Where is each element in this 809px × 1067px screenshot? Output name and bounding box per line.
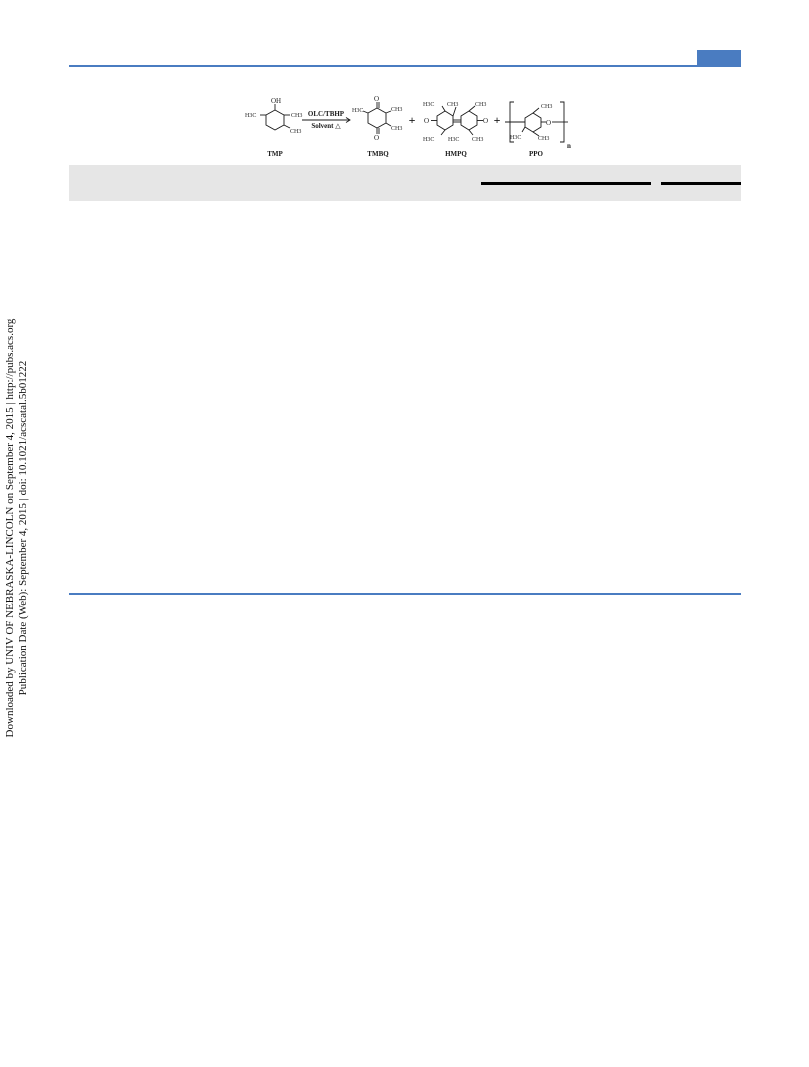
ppo-ring	[525, 113, 541, 132]
table-bottom-rule	[69, 593, 741, 595]
tmp-ch3-label-b: CH3	[290, 129, 302, 135]
hmpq-ch3-label-top-b: CH3	[475, 102, 487, 108]
hmpq-h3c-label-bottom-a: H3C	[423, 137, 435, 143]
tmbq-o-bottom-label: O	[374, 134, 380, 142]
download-notice	[4, 313, 30, 743]
ppo-repeat-index: n	[567, 142, 571, 150]
tmp-ch3-label-a: CH3	[291, 113, 303, 119]
plus-sign-2: +	[493, 113, 501, 127]
hmpq-h3c-label-top: H3C	[423, 102, 435, 108]
hmpq-h3c-label-bottom-b: H3C	[448, 137, 460, 143]
hmpq-o-left-label: O	[424, 117, 430, 125]
hmpq-o-right-label: O	[483, 117, 489, 125]
tmbq-h3c-label: H3C	[352, 108, 364, 114]
compound-label-tmbq: TMBQ	[367, 150, 389, 158]
arrow-condition-top: OLC/TBHP	[307, 110, 345, 118]
ppo-ch3-label-bottom: CH3	[538, 136, 550, 142]
compound-label-tmp: TMP	[267, 150, 283, 158]
hmpq-ch3-label-bottom: CH3	[472, 137, 484, 143]
compound-label-hmpq: HMPQ	[445, 150, 467, 158]
compound-label-ppo: PPO	[529, 150, 543, 158]
plus-sign-1: +	[408, 113, 416, 127]
tmbq-ch3-label-a: CH3	[391, 107, 403, 113]
ppo-o-label: O	[546, 119, 552, 127]
ppo-h3c-label: H3C	[510, 135, 522, 141]
tmp-oh-label: OH	[271, 97, 282, 105]
table-spanner-rule-2	[661, 182, 741, 185]
download-notice-line-2: Publication Date (Web): September 4, 2015 | doi: 10.1021/acscatal.5b01222	[17, 360, 29, 696]
tmp-ring	[266, 110, 284, 130]
hmpq-ring-right	[461, 111, 477, 130]
journal-corner-tab	[697, 50, 741, 66]
header-rule	[69, 65, 741, 67]
tmbq-ch3-label-b: CH3	[391, 126, 403, 132]
table-header-band	[69, 165, 741, 201]
download-notice-line-1: Downloaded by UNIV OF NEBRASKA-LINCOLN on September 4, 2015 | http://pubs.acs.org	[4, 318, 16, 738]
table-spanner-rule-1	[481, 182, 651, 185]
arrow-condition-bottom: Solvent △	[311, 122, 341, 130]
tmbq-o-top-label: O	[374, 95, 380, 103]
ppo-ch3-label-top: CH3	[541, 104, 553, 110]
reaction-scheme	[240, 94, 572, 162]
tmp-h3c-label: H3C	[245, 113, 257, 119]
tmbq-ring	[368, 108, 386, 128]
hmpq-ch3-label-top-a: CH3	[447, 102, 459, 108]
hmpq-ring-left	[437, 111, 453, 130]
